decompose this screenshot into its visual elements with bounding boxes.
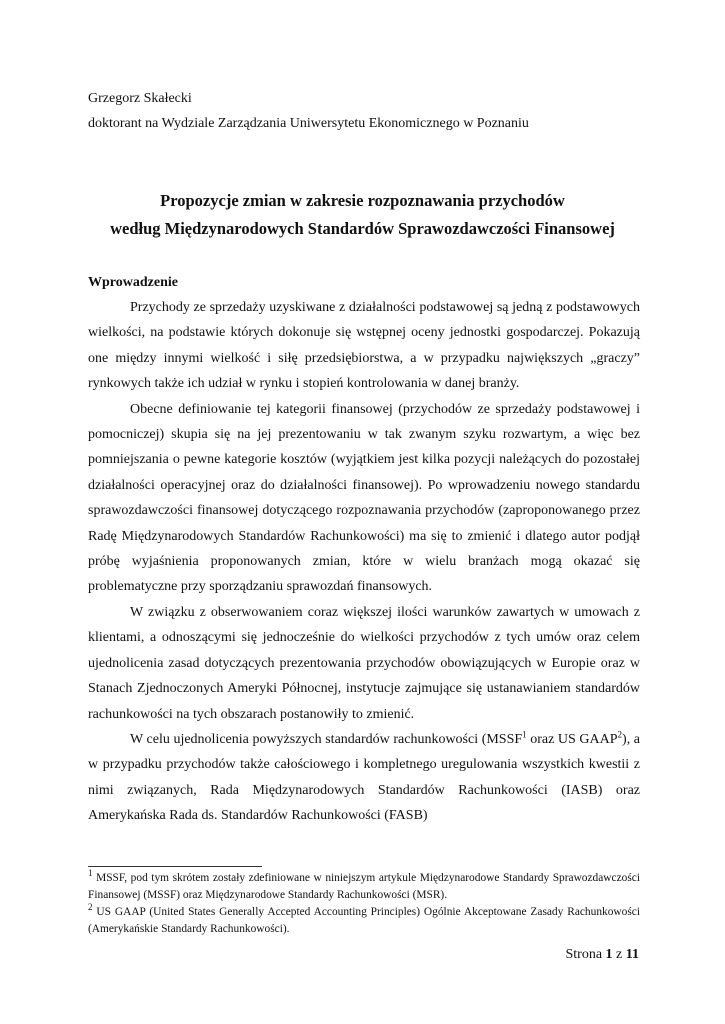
author-name: Grzegorz Skałecki (88, 91, 192, 106)
paragraph-4 (88, 727, 640, 829)
paragraph-3: W związku z obserwowaniem coraz większej ilości warunków zawartych w umowach z klientami, a odnoszącymi się jednocześnie do wielkości przychodów z tych umów oraz celem ujednolicenia zasad dotyczących prezentowania przychodów obowiązujących w Europie oraz w Stanach Zjednoczonych Ameryki Północnej, instytucje zajmujące się ustanawianiem standardów rachunkowości na tych obszarach postanowiły to zmienić. (88, 604, 640, 722)
page-total: 11 (625, 947, 639, 962)
footnote-2-number: 2 (88, 902, 93, 913)
paragraph-4-part-a: W celu ujednolicenia powyższych standardów rachunkowości (MSSF (130, 731, 523, 747)
footnotes (88, 870, 640, 938)
footnote-2 (88, 904, 640, 938)
footnote-ref-1: 1 (522, 729, 527, 740)
paragraph-4-part-c: ), a w przypadku przychodów także całościowego i kompletnego uregulowania wszystkich kwestii z nimi związanych, Rada Międzynarodowych Standardów Rachunkowości (IASB) oraz Amerykańska Rada ds. Standardów Rachunkowości (FASB) (88, 731, 640, 824)
title-line-2: według Międzynarodowych Standardów Sprawozdawczości Finansowej (110, 219, 615, 238)
footnote-1 (88, 870, 640, 904)
page-number (565, 947, 639, 963)
paragraph-1: Przychody ze sprzedaży uzyskiwane z działalności podstawowej są jedną z podstawowych wielkości, na podstawie których dokonuje się wstępnej oceny jednostki gospodarczej. Pokazują one między innymi wielkość i siłę przedsiębiorstwa, a w przypadku największych „graczy” rynkowych także ich udział w rynku i stopień kontrolowania w danej branży. (88, 300, 640, 392)
page-separator: z (616, 947, 623, 962)
document-title (60, 187, 665, 243)
footnote-separator (88, 866, 262, 867)
footnote-ref-2: 2 (617, 729, 623, 740)
title-line-1: Propozycje zmian w zakresie rozpoznawania przychodów (160, 191, 565, 210)
section-heading: Wprowadzenie (88, 275, 178, 290)
paragraph-4-part-b: oraz US GAAP (526, 731, 618, 747)
footnote-2-text: US GAAP (United States Generally Accepted Accounting Principles) Ogólnie Akceptowane Zasady Rachunkowości (Amerykańskie Standardy Rachunkowości). (88, 906, 640, 935)
footnote-1-text: MSSF, pod tym skrótem zostały zdefiniowane w niniejszym artykule Międzynarodowe Standardy Sprawozdawczości Finansowej (MSSF) oraz Międzynarodowe Standardy Rachunkowości (MSR). (88, 872, 640, 901)
paragraph-2: Obecne definiowanie tej kategorii finansowej (przychodów ze sprzedaży podstawowej i pomocniczej) skupia się na jej prezentowaniu w tak zwanym szyku rozwartym, a więc bez pomniejszania o pewne kategorie kosztów (wyjątkiem jest kilka pozycji należących do pozostałej działalności operacyjnej oraz do działalności finansowej). Po wprowadzeniu nowego standardu sprawozdawczości finansowej dotyczącego rozpoznawania przychodów (zaproponowanego przez Radę Międzynarodowych Standardów Rachunkowości) ma się to zmienić i dlatego autor podjął próbę wyjaśnienia proponowanych zmian, które w wielu branżach mogą okazać się problematyczne przy sporządzaniu sprawozdań finansowych. (88, 401, 640, 595)
document-body (88, 270, 640, 829)
page-current: 1 (605, 947, 613, 962)
page-label: Strona (565, 947, 603, 962)
footnote-1-number: 1 (88, 868, 93, 879)
author-block (88, 86, 529, 136)
author-affiliation: doktorant na Wydziale Zarządzania Uniwersytetu Ekonomicznego w Poznaniu (88, 116, 529, 131)
